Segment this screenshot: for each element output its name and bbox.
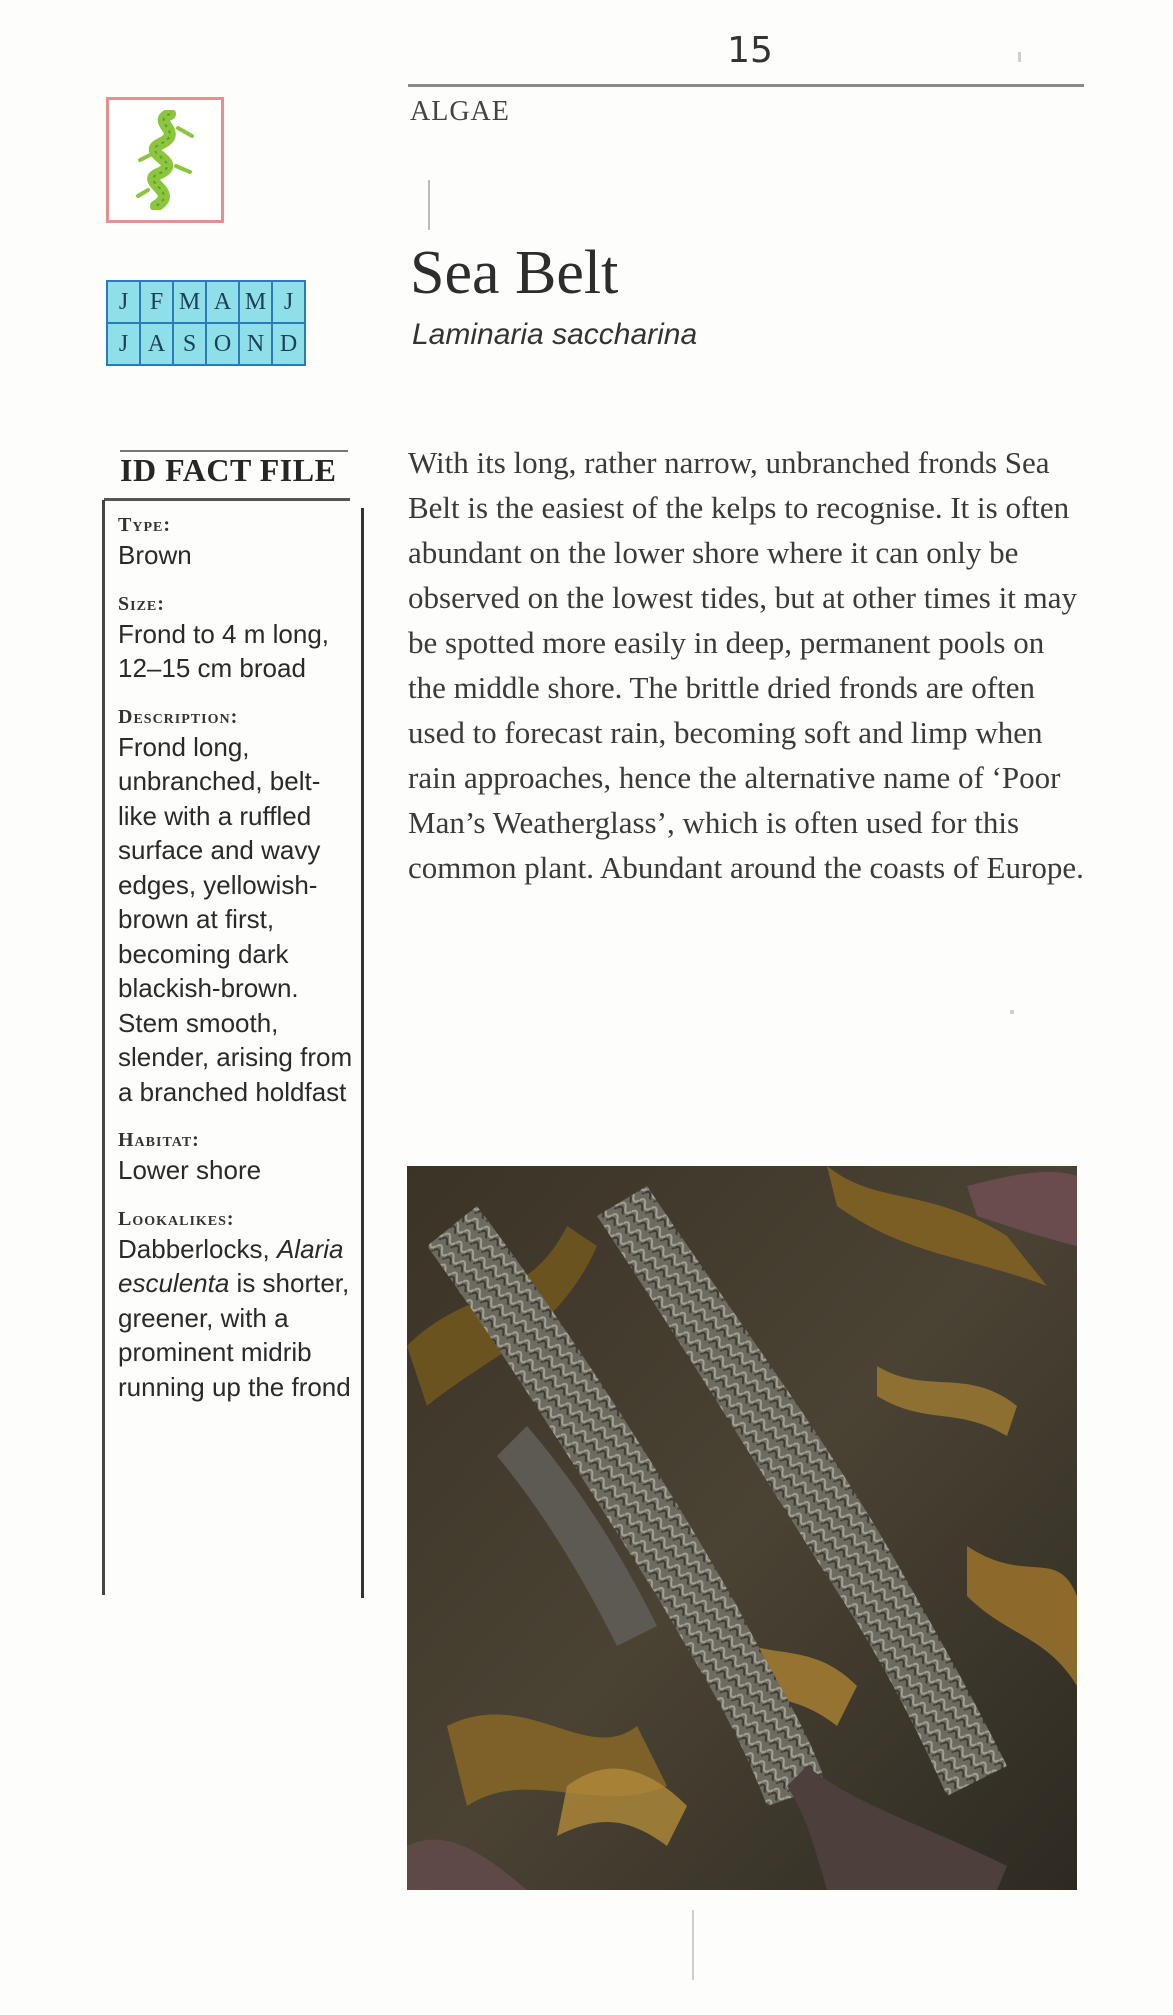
fact-lookalikes-label: Lookalikes: xyxy=(118,1207,235,1230)
fact-file xyxy=(118,512,358,1404)
calendar-month: J xyxy=(107,281,140,323)
section-label: ALGAE xyxy=(410,96,510,127)
calendar-month: S xyxy=(173,323,206,365)
calendar-month: A xyxy=(140,323,173,365)
calendar-month: M xyxy=(239,281,272,323)
calendar-month: A xyxy=(206,281,239,323)
calendar-row-second-half xyxy=(107,323,305,365)
fact-file-right-border xyxy=(361,508,364,1598)
fact-size-label: Size: xyxy=(118,592,165,615)
fact-description-value: Frond long, unbranched, belt-like with a ruffled surface and wavy edges, yellowish-brown at first, becoming dark blackish-brown. Stem smooth, slender, arising from a branched holdfast xyxy=(118,731,353,1107)
page-speck xyxy=(692,1910,694,1980)
fact-habitat-label: Habitat: xyxy=(118,1129,200,1151)
species-latin-name: Laminaria saccharina xyxy=(412,318,698,351)
fact-size-value: Frond to 4 m long, 12–15 cm broad xyxy=(118,618,329,683)
fact-lookalikes-value xyxy=(118,1232,358,1405)
calendar-month: J xyxy=(272,281,305,323)
species-description: With its long, rather narrow, unbranched fronds Sea Belt is the easiest of the kelps to recognise. It is often abundant on the lower shore where it can only be observed on the lowest tides, but at other times it may be spotted more easily in deep, permanent pools on the middle shore. The brittle dried fronds are often used to forecast rain, becoming soft and limp when rain approaches, hence the alternative name of ‘Poor Man’s Weatherglass’, which is often used for this common plant. Abundant around the coasts of Europe. xyxy=(408,445,1084,885)
fact-file-heading-rule xyxy=(104,498,350,501)
lookalike-common-name: Dabberlocks, xyxy=(118,1233,270,1264)
fact-file-left-border xyxy=(102,500,105,1595)
fact-type-value: Brown xyxy=(118,540,192,570)
calendar-month: J xyxy=(107,323,140,365)
page-number: 15 xyxy=(727,30,773,71)
calendar-row-first-half xyxy=(107,281,305,323)
decorative-tick xyxy=(428,180,430,230)
page-speck xyxy=(1018,52,1021,62)
lookalike-latin-name: Alaria esculenta xyxy=(118,1233,344,1298)
species-common-name: Sea Belt xyxy=(410,239,619,307)
sea-belt-photo xyxy=(407,1166,1077,1890)
calendar-month: O xyxy=(206,323,239,365)
seaweed-frond-icon xyxy=(130,110,200,210)
fact-type-label: Type: xyxy=(118,514,171,536)
season-calendar xyxy=(106,280,306,366)
calendar-month: F xyxy=(140,281,173,323)
fact-file-heading: ID FACT FILE xyxy=(120,452,337,488)
calendar-month: M xyxy=(173,281,206,323)
fact-description-label: Description: xyxy=(118,705,239,728)
seaweed-category-box xyxy=(106,97,224,223)
header-rule xyxy=(408,84,1084,87)
lookalike-notes: is shorter, greener, with a prominent midrib running up the frond xyxy=(118,1268,351,1402)
fact-habitat-value: Lower shore xyxy=(118,1155,262,1185)
calendar-month: N xyxy=(239,323,272,365)
page-speck xyxy=(1010,1010,1014,1014)
calendar-month: D xyxy=(272,323,305,365)
